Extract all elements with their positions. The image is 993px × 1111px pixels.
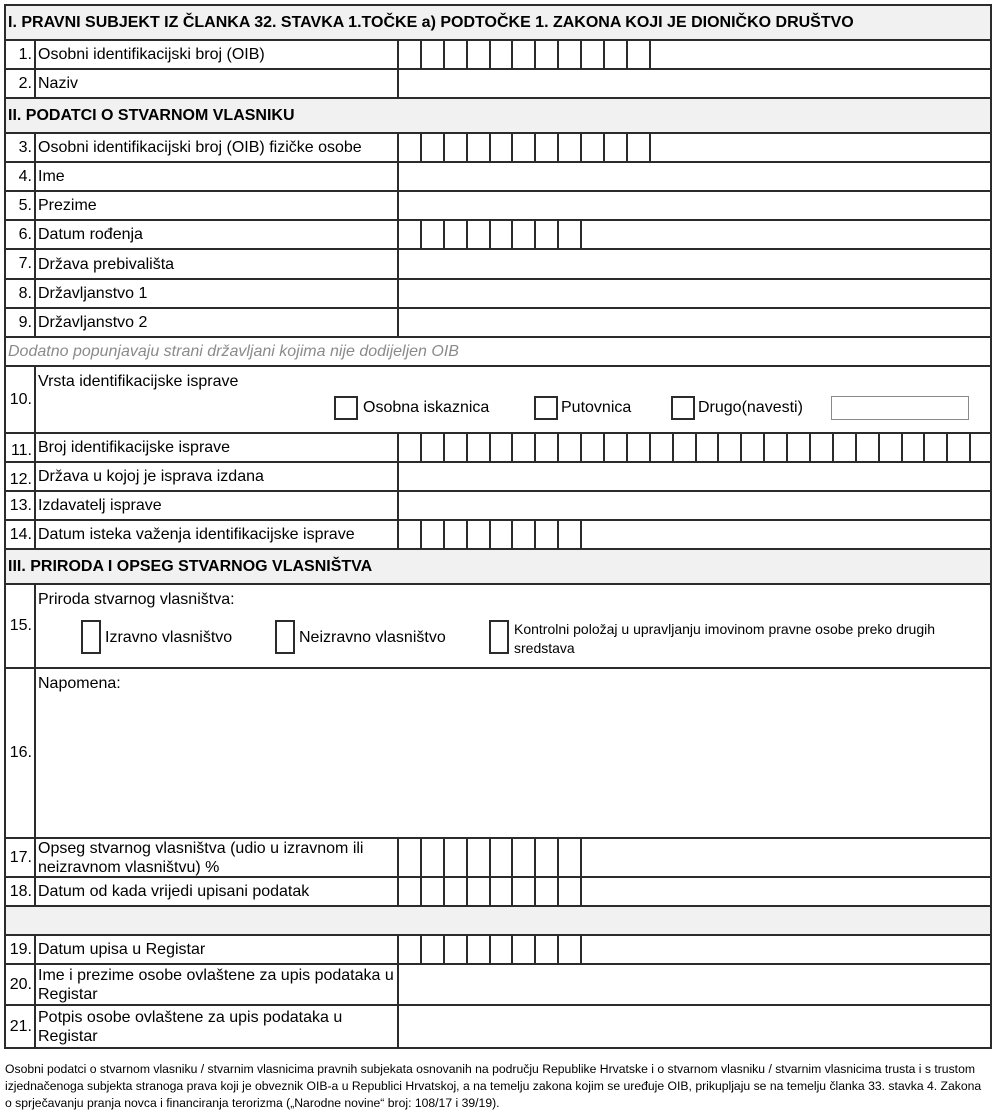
char-box[interactable]: [628, 434, 651, 461]
row-label: Vrsta identifikacijske isprave: [38, 373, 239, 390]
checkbox-drugo[interactable]: [671, 396, 695, 420]
char-box[interactable]: [582, 434, 605, 461]
char-box[interactable]: [788, 434, 811, 461]
row-label: Potpis osobe ovlaštene za upis podataka u Registar: [36, 1006, 399, 1047]
row-number: 4.: [6, 163, 36, 190]
section-2-header: [6, 99, 990, 134]
row-15-priroda-vlasnistva: [6, 585, 990, 669]
row-number: 12.: [6, 463, 36, 490]
row-number: 6.: [6, 221, 36, 248]
row-7-drzava-prebivalista: [6, 250, 990, 280]
row-13-izdavatelj: [6, 492, 990, 521]
row-number: 10.: [6, 367, 36, 432]
digit-box[interactable]: [605, 41, 628, 68]
oib-boxes: [399, 41, 990, 68]
digit-box[interactable]: [445, 134, 468, 161]
row-label: Osobni identifikacijski broj (OIB) fizičke osobe: [36, 134, 399, 161]
napomena-field[interactable]: [36, 669, 990, 837]
char-box[interactable]: [674, 434, 697, 461]
row-number: 15.: [6, 585, 36, 667]
digit-box[interactable]: [536, 936, 559, 963]
digit-box[interactable]: [536, 221, 559, 248]
digit-box[interactable]: [491, 936, 514, 963]
document-number-boxes: [399, 434, 993, 461]
foreign-citizens-note: [6, 338, 990, 367]
row-label: Država u kojoj je isprava izdana: [36, 463, 399, 490]
digit-box[interactable]: [513, 134, 536, 161]
digit-box[interactable]: [422, 521, 445, 548]
digit-box[interactable]: [628, 41, 651, 68]
row-label: Napomena:: [38, 675, 121, 692]
digit-box[interactable]: [445, 221, 468, 248]
row-16-napomena: [6, 669, 990, 839]
digit-box[interactable]: [491, 134, 514, 161]
section-3-header: [6, 550, 990, 585]
char-box[interactable]: [491, 434, 514, 461]
legal-footer-note: Osobni podatci o stvarnom vlasniku / stvarnim vlasnicima pravnih subjekata osnovanih na području Republike Hrvatske i o stvarnom vlasniku / stvarnim vlasnicima trusta i s trustom izjednačenoga subjekta stranoga prava koji je obveznik OIB-a u Republici Hrvatskoj, a na temelju zakona kojim se uređuje OIB, prikupljaju se na temelju članka 33. stavka 4. Zakona o sprječavanju pranja novca i financiranja terorizma („Narodne novine“ broj: 108/17 i 39/19).: [5, 1062, 982, 1110]
digit-box[interactable]: [422, 839, 445, 876]
prezime-field[interactable]: [399, 192, 990, 219]
digit-box[interactable]: [582, 41, 605, 68]
section-2-title: II. PODATCI O STVARNOM VLASNIKU: [8, 106, 295, 124]
potpis-field[interactable]: [399, 1006, 990, 1047]
row-20-ime-ovlastene-osobe: [6, 965, 990, 1006]
digit-box[interactable]: [422, 41, 445, 68]
row-number: 11.: [6, 434, 36, 461]
digit-box[interactable]: [559, 936, 582, 963]
checkbox-osobna-iskaznica[interactable]: [334, 396, 358, 420]
checkbox-putovnica[interactable]: [534, 396, 558, 420]
blank-separator-row: [6, 907, 990, 936]
checkbox-label: Kontrolni položaj u upravljanju imovinom pravne osobe preko drugih sredstava: [514, 621, 936, 656]
char-box[interactable]: [651, 434, 674, 461]
row-label: Prezime: [36, 192, 399, 219]
char-box[interactable]: [834, 434, 857, 461]
section-1-header: [6, 6, 990, 41]
row-label: Država prebivališta: [36, 250, 399, 278]
digit-box[interactable]: [422, 221, 445, 248]
checkbox-label: Osobna iskaznica: [363, 399, 490, 416]
digit-box[interactable]: [513, 221, 536, 248]
document-type-cell: [36, 367, 990, 432]
digit-box[interactable]: [399, 839, 422, 876]
row-number: 1.: [6, 41, 36, 68]
digit-box[interactable]: [445, 839, 468, 876]
char-box[interactable]: [948, 434, 971, 461]
row-number: 5.: [6, 192, 36, 219]
char-box[interactable]: [422, 434, 445, 461]
digit-box[interactable]: [559, 521, 582, 548]
empty-cell: [651, 41, 990, 68]
empty-cell: [582, 221, 990, 248]
checkbox-neizravno[interactable]: [275, 620, 295, 654]
row-label: Priroda stvarnog vlasništva:: [38, 591, 235, 608]
date-boxes: [399, 936, 990, 963]
row-label: Ime: [36, 163, 399, 190]
char-box[interactable]: [536, 434, 559, 461]
digit-box[interactable]: [445, 41, 468, 68]
char-box[interactable]: [559, 434, 582, 461]
row-label: Državljanstvo 2: [36, 309, 399, 336]
char-box[interactable]: [857, 434, 880, 461]
row-18-datum-vrijedi: [6, 878, 990, 907]
digit-box[interactable]: [559, 221, 582, 248]
ownership-nature-cell: [36, 585, 990, 667]
char-box[interactable]: [903, 434, 926, 461]
row-label: Opseg stvarnog vlasništva (udio u izravnom ili neizravnom vlasništvu) %: [36, 839, 399, 876]
row-number: 16.: [6, 669, 36, 837]
row-label: Datum rođenja: [36, 221, 399, 248]
checkbox-kontrolni-polozaj[interactable]: [489, 620, 509, 654]
empty-cell: [582, 936, 990, 963]
row-number: 3.: [6, 134, 36, 161]
row-label: Izdavatelj isprave: [36, 492, 399, 519]
row-label: Datum od kada vrijedi upisani podatak: [36, 878, 399, 905]
row-number: 9.: [6, 309, 36, 336]
digit-box[interactable]: [468, 878, 491, 905]
digit-box[interactable]: [468, 221, 491, 248]
drzavljanstvo-1-field[interactable]: [399, 280, 990, 307]
row-number: 18.: [6, 878, 36, 905]
row-number: 21.: [6, 1006, 36, 1047]
checkbox-label: Neizravno vlasništvo: [299, 629, 446, 646]
drzava-prebivalista-field[interactable]: [399, 250, 990, 278]
digit-box[interactable]: [605, 134, 628, 161]
row-number: 20.: [6, 965, 36, 1004]
digit-box[interactable]: [559, 878, 582, 905]
row-17-opseg-vlasnistva: [6, 839, 990, 878]
row-label: Ime i prezime osobe ovlaštene za upis podataka u Registar: [36, 965, 399, 1004]
row-10-vrsta-isprave: [6, 367, 990, 434]
char-box[interactable]: [468, 434, 491, 461]
row-5-prezime: [6, 192, 990, 221]
empty-cell: [582, 521, 990, 548]
char-box[interactable]: [925, 434, 948, 461]
digit-box[interactable]: [468, 521, 491, 548]
drzavljanstvo-2-field[interactable]: [399, 309, 990, 336]
percentage-boxes: [399, 839, 990, 876]
digit-box[interactable]: [513, 878, 536, 905]
row-1-oib: [6, 41, 990, 70]
char-box[interactable]: [811, 434, 834, 461]
izdavatelj-field[interactable]: [399, 492, 990, 519]
row-label: Datum upisa u Registar: [36, 936, 399, 963]
digit-box[interactable]: [422, 936, 445, 963]
row-number: 19.: [6, 936, 36, 963]
date-boxes: [399, 521, 990, 548]
digit-box[interactable]: [628, 134, 651, 161]
digit-box[interactable]: [559, 41, 582, 68]
row-21-potpis: [6, 1006, 990, 1047]
digit-box[interactable]: [536, 878, 559, 905]
drzava-izdavanja-field[interactable]: [399, 463, 990, 490]
digit-box[interactable]: [468, 936, 491, 963]
digit-box[interactable]: [491, 839, 514, 876]
digit-box[interactable]: [445, 878, 468, 905]
digit-box[interactable]: [559, 839, 582, 876]
date-boxes: [399, 878, 990, 905]
digit-box[interactable]: [422, 134, 445, 161]
char-box[interactable]: [697, 434, 720, 461]
char-box[interactable]: [719, 434, 742, 461]
digit-box[interactable]: [445, 521, 468, 548]
digit-box[interactable]: [513, 521, 536, 548]
digit-box[interactable]: [491, 521, 514, 548]
digit-box[interactable]: [445, 936, 468, 963]
row-label: Državljanstvo 1: [36, 280, 399, 307]
naziv-field[interactable]: [399, 70, 990, 97]
digit-box[interactable]: [536, 839, 559, 876]
digit-box[interactable]: [422, 878, 445, 905]
char-box[interactable]: [765, 434, 788, 461]
char-box[interactable]: [445, 434, 468, 461]
digit-box[interactable]: [559, 134, 582, 161]
note-text: Dodatno popunjavaju strani državljani kojima nije dodijeljen OIB: [8, 342, 459, 360]
drugo-text-input[interactable]: [831, 396, 969, 420]
checkbox-label: Drugo(navesti): [698, 399, 803, 416]
checkbox-label: Izravno vlasništvo: [105, 629, 233, 646]
digit-box[interactable]: [513, 839, 536, 876]
row-9-drzavljanstvo-2: [6, 309, 990, 338]
row-number: 8.: [6, 280, 36, 307]
char-box[interactable]: [605, 434, 628, 461]
empty-cell: [651, 134, 990, 161]
digit-box[interactable]: [399, 521, 422, 548]
row-19-datum-upisa: [6, 936, 990, 965]
row-4-ime: [6, 163, 990, 192]
row-label: Naziv: [36, 70, 399, 97]
row-number: 13.: [6, 492, 36, 519]
digit-box[interactable]: [491, 221, 514, 248]
row-number: 2.: [6, 70, 36, 97]
checkbox-izravno[interactable]: [81, 620, 101, 654]
row-6-datum-rodenja: [6, 221, 990, 250]
digit-box[interactable]: [399, 878, 422, 905]
digit-box[interactable]: [536, 521, 559, 548]
char-box[interactable]: [880, 434, 903, 461]
digit-box[interactable]: [536, 41, 559, 68]
row-8-drzavljanstvo-1: [6, 280, 990, 309]
empty-cell: [582, 839, 990, 876]
row-number: 7.: [6, 250, 36, 278]
row-12-drzava-izdavanja: [6, 463, 990, 492]
row-label: Datum isteka važenja identifikacijske isprave: [36, 521, 399, 548]
char-box[interactable]: [513, 434, 536, 461]
digit-box[interactable]: [491, 878, 514, 905]
digit-box[interactable]: [513, 41, 536, 68]
digit-box[interactable]: [582, 134, 605, 161]
row-14-datum-isteka: [6, 521, 990, 550]
char-box[interactable]: [399, 434, 422, 461]
row-label: Osobni identifikacijski broj (OIB): [36, 41, 399, 68]
digit-box[interactable]: [491, 41, 514, 68]
row-number: 17.: [6, 839, 36, 876]
row-3-oib-person: [6, 134, 990, 163]
section-3-title: III. PRIRODA I OPSEG STVARNOG VLASNIŠTVA: [8, 557, 373, 575]
beneficial-owner-form: [4, 4, 992, 1049]
digit-box[interactable]: [399, 936, 422, 963]
digit-box[interactable]: [399, 41, 422, 68]
row-number: 14.: [6, 521, 36, 548]
date-boxes: [399, 221, 990, 248]
checkbox-label: Putovnica: [561, 399, 632, 416]
row-2-naziv: [6, 70, 990, 99]
digit-box[interactable]: [468, 839, 491, 876]
digit-box[interactable]: [468, 134, 491, 161]
ime-field[interactable]: [399, 163, 990, 190]
char-box[interactable]: [742, 434, 765, 461]
digit-box[interactable]: [513, 936, 536, 963]
ime-ovlastene-osobe-field[interactable]: [399, 965, 990, 1004]
digit-box[interactable]: [536, 134, 559, 161]
section-1-title: I. PRAVNI SUBJEKT IZ ČLANKA 32. STAVKA 1.TOČKE a) PODTOČKE 1. ZAKONA KOJI JE DIONIČKO DRUŠTVO: [8, 13, 854, 31]
digit-box[interactable]: [468, 41, 491, 68]
digit-box[interactable]: [399, 134, 422, 161]
row-label: Broj identifikacijske isprave: [36, 434, 399, 461]
char-box[interactable]: [971, 434, 993, 461]
digit-box[interactable]: [399, 221, 422, 248]
empty-cell: [582, 878, 990, 905]
row-11-broj-isprave: [6, 434, 990, 463]
oib-boxes: [399, 134, 990, 161]
